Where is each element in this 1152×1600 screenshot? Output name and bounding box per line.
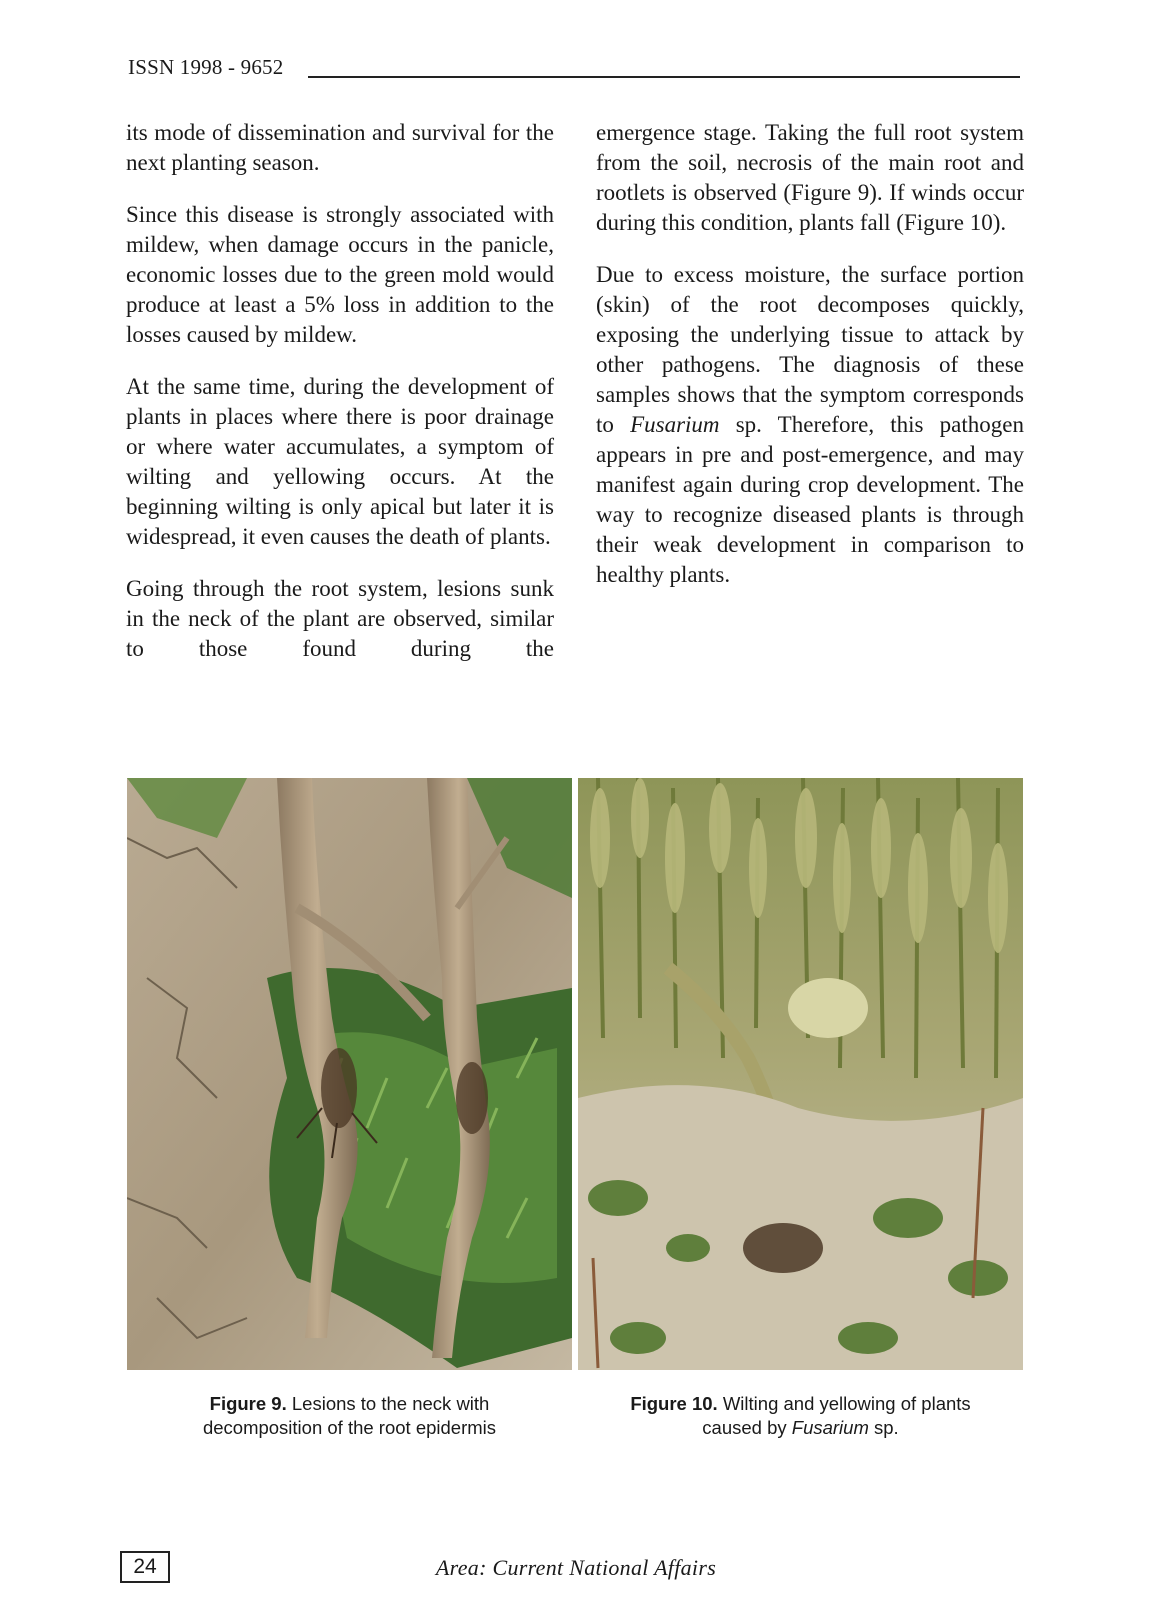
page-header [128,54,1020,84]
figure-10-caption-line-1: Wilting and yellowing of plants [717,1393,971,1414]
left-paragraph-2: Since this disease is strongly associated with mildew, when damage occurs in the panicle, economic losses due to the green mold would produce at least a 5% loss in addition to the losses caused by mildew. [126,202,554,347]
figure-9-caption [127,1392,572,1440]
right-paragraph-2 [596,260,1024,590]
header-rule [308,76,1020,78]
left-paragraph-1: its mode of dissemination and survival for the next planting season. [126,120,554,175]
figure-10-caption-line-2-end: sp. [868,1417,899,1438]
left-paragraph-4: Going through the root system, lesions sunk in the neck of the plant are observed, similar to those found during the [126,576,554,661]
figure-10 [578,778,1023,1440]
figure-10-caption-line-2 [578,1416,1023,1440]
footer-journal-section: Area: Current National Affairs [435,1555,717,1580]
page-number: 24 [120,1551,170,1583]
figure-10-photo [578,778,1023,1370]
figure-10-label: Figure 10. [630,1393,718,1414]
wilting-plants-photo-image [578,778,1023,1370]
figure-9 [127,778,572,1440]
right-paragraph-2-start: Due to excess moisture, the surface portion (skin) of the root decomposes quickly, exposing the underlying tissue to attack by other pathogens. The diagnosis of these samples shows that the symptom corresponds to [596,262,1024,437]
root-lesion-photo-image [127,778,572,1370]
figure-10-caption [578,1392,1023,1440]
figure-9-caption-line-1: Lesions to the neck with [286,1393,490,1414]
left-paragraph-3: At the same time, during the development of plants in places where there is poor drainage or where water accumulates, a symptom of wilting and yellowing occurs. At the beginning wilting is only apical but later it is widespread, it even causes the death of plants. [126,374,554,549]
figure-9-label: Figure 9. [209,1393,287,1414]
figure-9-caption-line-2: decomposition of the root epidermis [202,1417,497,1438]
right-text-column [596,118,1024,612]
left-text-column [126,118,554,686]
right-paragraph-1: emergence stage. Taking the full root system from the soil, necrosis of the main root and rootlets is observed (Figure 9). If winds occur during this condition, plants fall (Figure 10). [596,120,1024,235]
issn-label: ISSN 1998 - 9652 [128,55,284,79]
fusarium-genus-text: Fusarium [630,412,720,437]
right-paragraph-2-end: sp. Therefore, this pathogen appears in pre and post-emergence, and may manifest again during crop development. The way to recognize diseased plants is through their weak development in comparison to healthy plants. [596,412,1024,587]
figure-10-caption-line-2-start: caused by [702,1417,792,1438]
figure-9-photo [127,778,572,1370]
figure-10-fusarium-text: Fusarium [791,1417,869,1438]
